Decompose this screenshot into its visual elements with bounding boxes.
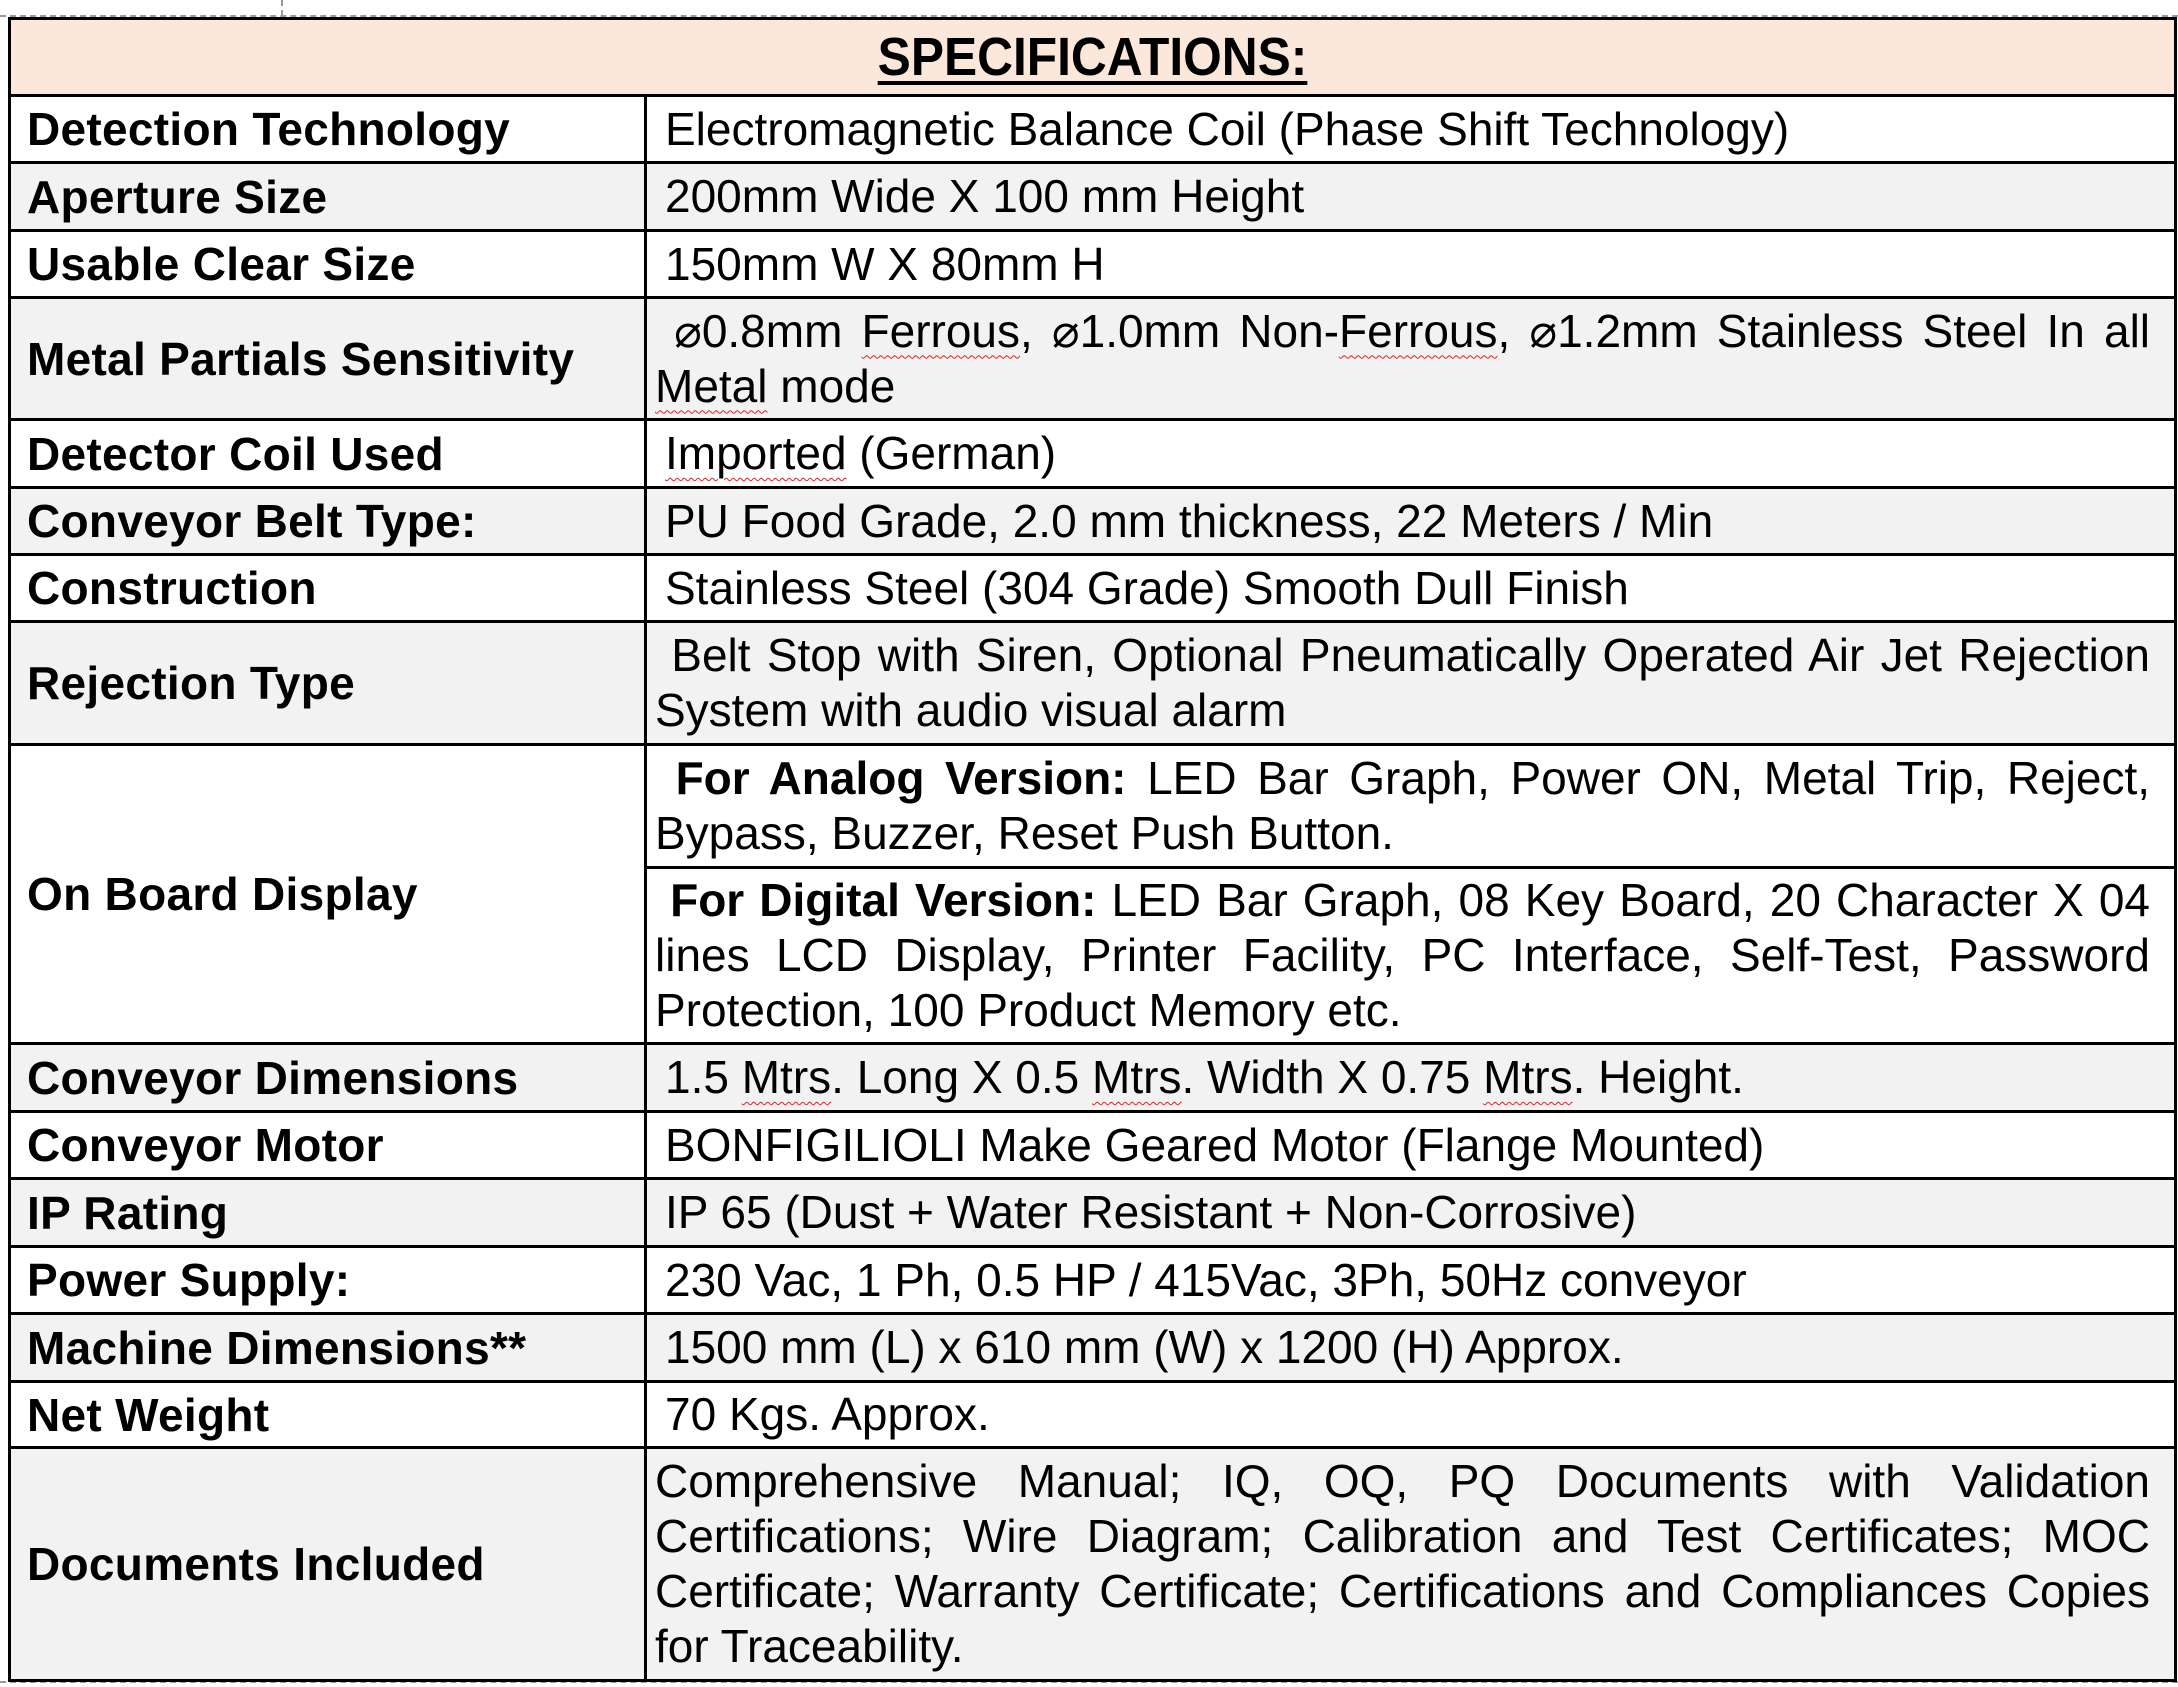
table-title: SPECIFICATIONS: xyxy=(877,27,1308,87)
table-row xyxy=(10,1382,2176,1448)
spec-value: ⌀0.8mm Ferrous, ⌀1.0mm Non-Ferrous, ⌀1.2mm Stainless Steel In all Metal mode xyxy=(646,298,2176,420)
spec-label: Conveyor Belt Type: xyxy=(10,488,646,555)
table-row xyxy=(10,1448,2176,1681)
spec-label: Aperture Size xyxy=(10,163,646,231)
spec-label: On Board Display xyxy=(10,745,646,1044)
spellcheck-underline: Ferrous xyxy=(861,304,1021,357)
table-row xyxy=(10,555,2176,622)
spec-value: PU Food Grade, 2.0 mm thickness, 22 Meters / Min xyxy=(646,488,2176,555)
spec-value: Stainless Steel (304 Grade) Smooth Dull Finish xyxy=(646,555,2176,622)
table-row xyxy=(10,1247,2176,1314)
table-row xyxy=(10,622,2176,745)
table-row xyxy=(10,745,2176,868)
spec-value: 1.5 Mtrs. Long X 0.5 Mtrs. Width X 0.75 Mtrs. Height. xyxy=(646,1044,2176,1112)
spec-value: Imported (German) xyxy=(646,420,2176,488)
table-row xyxy=(10,1179,2176,1247)
spellcheck-underline: Mtrs xyxy=(1483,1051,1573,1103)
digital-heading: For Digital Version: xyxy=(670,874,1097,926)
spec-label: Net Weight xyxy=(10,1382,646,1448)
spec-value: 230 Vac, 1 Ph, 0.5 HP / 415Vac, 3Ph, 50Hz conveyor xyxy=(646,1247,2176,1314)
spellcheck-underline: Mtrs xyxy=(1092,1051,1182,1103)
spellcheck-underline: Mtrs xyxy=(741,1051,832,1103)
table-row xyxy=(10,488,2176,555)
spec-label: IP Rating xyxy=(10,1179,646,1247)
spellcheck-underline: Metal xyxy=(655,359,768,412)
spec-value: BONFIGILIOLI Make Geared Motor (Flange Mounted) xyxy=(646,1112,2176,1179)
spec-label: Rejection Type xyxy=(10,622,646,745)
spellcheck-underline: Ferrous xyxy=(1339,304,1498,357)
spec-value: Belt Stop with Siren, Optional Pneumatically Operated Air Jet Rejection System with audio visual alarm xyxy=(646,622,2176,745)
spec-value: Comprehensive Manual; IQ, OQ, PQ Documents with Validation Certifications; Wire Diagram; Calibration and Test Certificates; MOC Certificate; Warranty Certificate; Certifications and Compliances Copies for Traceability. xyxy=(646,1448,2176,1681)
analog-heading: For Analog Version: xyxy=(675,752,1127,804)
spec-value-digital: For Digital Version: LED Bar Graph, 08 Key Board, 20 Character X 04 lines LCD Display, Printer Facility, PC Interface, Self-Test, Password Protection, 100 Product Memory etc. xyxy=(646,868,2176,1044)
table-row xyxy=(10,231,2176,298)
spec-label: Metal Partials Sensitivity xyxy=(10,298,646,420)
table-row xyxy=(10,420,2176,488)
spec-value-analog: For Analog Version: LED Bar Graph, Power ON, Metal Trip, Reject, Bypass, Buzzer, Reset Push Button. xyxy=(646,745,2176,868)
spec-value: 200mm Wide X 100 mm Height xyxy=(646,163,2176,231)
spec-label: Detection Technology xyxy=(10,96,646,163)
spec-label: Conveyor Motor xyxy=(10,1112,646,1179)
table-row xyxy=(10,298,2176,420)
page-margin-marker xyxy=(281,0,283,16)
spec-value: Electromagnetic Balance Coil (Phase Shift Technology) xyxy=(646,96,2176,163)
table-row xyxy=(10,1112,2176,1179)
table-row xyxy=(10,163,2176,231)
table-row xyxy=(10,1044,2176,1112)
spec-label: Machine Dimensions** xyxy=(10,1314,646,1382)
spec-label: Documents Included xyxy=(10,1448,646,1681)
spellcheck-underline: Imported xyxy=(665,427,847,479)
spec-value: 70 Kgs. Approx. xyxy=(646,1382,2176,1448)
table-row xyxy=(10,1314,2176,1382)
spec-label: Conveyor Dimensions xyxy=(10,1044,646,1112)
table-header-row xyxy=(10,19,2176,96)
spec-value: IP 65 (Dust + Water Resistant + Non-Corrosive) xyxy=(646,1179,2176,1247)
spec-label: Usable Clear Size xyxy=(10,231,646,298)
table-row xyxy=(10,96,2176,163)
spec-value: 150mm W X 80mm H xyxy=(646,231,2176,298)
spec-value: 1500 mm (L) x 610 mm (W) x 1200 (H) Approx. xyxy=(646,1314,2176,1382)
spec-label: Power Supply: xyxy=(10,1247,646,1314)
spec-label: Construction xyxy=(10,555,646,622)
spec-label: Detector Coil Used xyxy=(10,420,646,488)
table-title-cell xyxy=(10,19,2176,96)
specifications-table xyxy=(8,17,2177,1682)
